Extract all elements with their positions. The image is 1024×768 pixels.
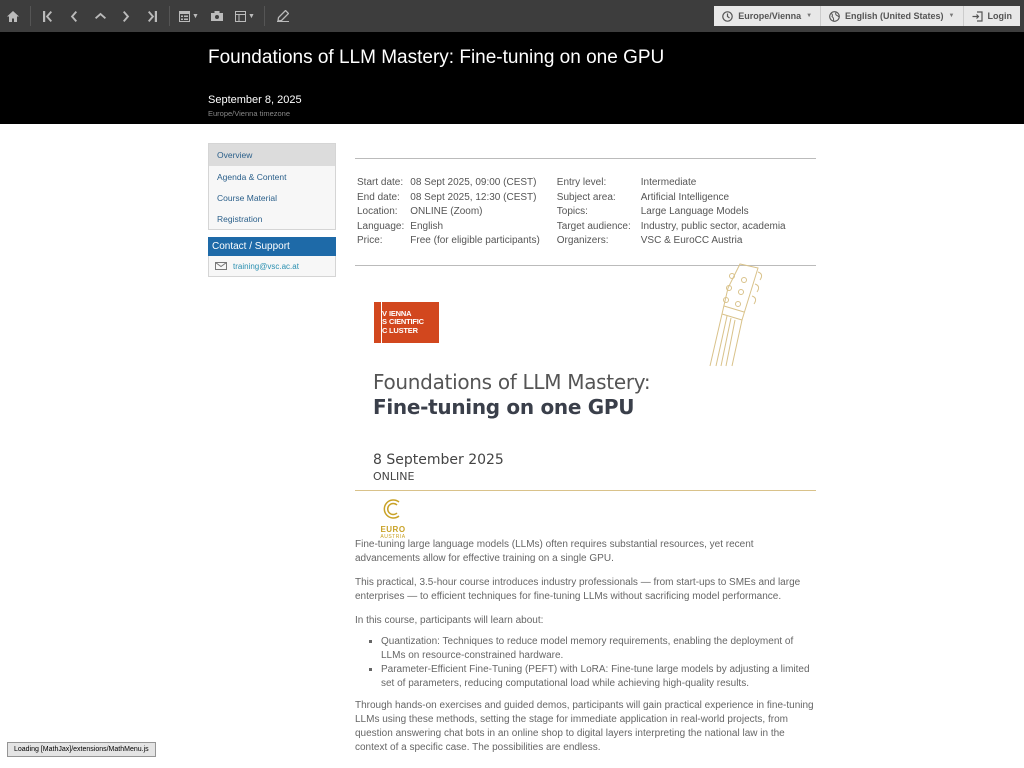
detail-value: Artificial Intelligence [640, 191, 730, 203]
detail-label: Start date: [357, 177, 404, 188]
detail-label: Organizers: [556, 235, 609, 246]
contact-email-link[interactable]: training@vsc.ac.at [233, 261, 299, 271]
chevron-down-icon: ▼ [948, 13, 955, 19]
contact-box [208, 237, 336, 277]
globe-icon [829, 11, 840, 22]
detail-value: Industry, public sector, academia [640, 220, 786, 232]
vsc-logo-text: IENNA CIENTIFIC LUSTER [389, 308, 424, 335]
banner-date: 8 September 2025 [373, 451, 504, 468]
description-paragraph: This practical, 3.5-hour course introduces industry professionals — from start-ups to SMEs and large enterprises — to efficient techniques for fine-tuning LLMs without sacrificing model performance. [355, 576, 801, 602]
banner-gold-line [355, 490, 816, 491]
last-button[interactable] [139, 0, 165, 32]
envelope-icon [215, 262, 227, 270]
toolbar-divider [30, 6, 31, 26]
edit-button[interactable] [269, 0, 297, 32]
detail-value: 08 Sept 2025, 09:00 (CEST) [410, 177, 537, 188]
event-date: September 8, 2025 [208, 94, 302, 106]
next-button[interactable] [113, 0, 139, 32]
toolbar-divider [169, 6, 170, 26]
chevron-down-icon: ▼ [806, 13, 813, 19]
detail-label: Price: [357, 235, 383, 246]
chevron-down-icon: ▼ [248, 12, 255, 20]
previous-icon [70, 11, 78, 22]
banner-mode: ONLINE [373, 469, 415, 483]
sidebar-menu [208, 143, 336, 230]
details-left [357, 176, 540, 249]
course-banner-image [355, 266, 816, 540]
login-label: Login [987, 11, 1012, 21]
export-icon [211, 11, 223, 21]
toolbar-right-group [714, 6, 1020, 26]
login-icon [972, 11, 983, 22]
timezone-label: Europe/Vienna [738, 11, 802, 21]
detail-value: English [410, 220, 444, 232]
sidebar-item-registration[interactable]: Registration [217, 213, 263, 224]
top-toolbar [0, 0, 1024, 32]
description-paragraph: Fine-tuning large language models (LLMs) often requires substantial resources, yet recent advancements allow for effective training on a single GPU. [355, 538, 754, 564]
previous-button[interactable] [61, 0, 87, 32]
contact-heading: Contact / Support [208, 237, 336, 256]
page-title: Foundations of LLM Mastery: Fine-tuning on one GPU [208, 47, 665, 68]
detail-label: Topics: [556, 206, 588, 217]
main-content [355, 158, 816, 765]
home-icon [7, 11, 19, 22]
chevron-down-icon: ▼ [192, 12, 199, 20]
detail-value: Large Language Models [640, 206, 749, 217]
first-button[interactable] [35, 0, 61, 32]
calendar-view-button[interactable] [174, 0, 204, 32]
export-button[interactable] [204, 0, 230, 32]
detail-label: End date: [357, 191, 400, 203]
home-button[interactable] [0, 0, 26, 32]
detail-label: Entry level: [556, 177, 607, 188]
timezone-selector[interactable] [714, 6, 821, 26]
language-label: English (United States) [845, 11, 944, 21]
event-details [355, 159, 816, 265]
list-item: ▪ Quantization: Techniques to reduce model memory requirements, enabling the deployment of LLMs on resource-constrained hardware. [381, 635, 816, 663]
detail-value: ONLINE (Zoom) [410, 206, 483, 217]
up-icon [95, 12, 106, 20]
event-header [0, 32, 1024, 124]
detail-value: Intermediate [640, 177, 697, 188]
layout-button[interactable] [230, 0, 260, 32]
detail-label: Location: [357, 206, 398, 217]
sidebar [208, 143, 336, 277]
login-button[interactable] [964, 6, 1021, 26]
detail-label: Target audience: [556, 220, 631, 232]
learning-topics-list [381, 635, 816, 691]
detail-value: VSC & EuroCC Austria [640, 235, 743, 246]
timezone-note: Europe/Vienna timezone [208, 109, 291, 118]
up-button[interactable] [87, 0, 113, 32]
detail-value: 08 Sept 2025, 12:30 (CEST) [410, 191, 537, 203]
vsc-logo-initials: V S C [382, 308, 388, 335]
vsc-logo [374, 302, 439, 343]
sidebar-item-overview[interactable]: Overview [209, 144, 335, 166]
banner-title-line1: Foundations of LLM Mastery: [373, 369, 651, 394]
sidebar-item-course-material[interactable]: Course Material [217, 192, 277, 203]
vsc-logo-bar [381, 302, 382, 343]
last-icon [147, 11, 157, 22]
toolbar-divider [264, 6, 265, 26]
edit-icon [277, 10, 289, 22]
details-right [557, 176, 786, 249]
language-selector[interactable] [821, 6, 963, 26]
detail-label: Language: [357, 220, 405, 232]
calendar-view-icon [179, 11, 190, 22]
first-icon [43, 11, 53, 22]
description-paragraph: In this course, participants will learn about: [355, 614, 544, 626]
eurocc-austria-logo: EURO AUSTRIA [373, 498, 413, 540]
clock-icon [722, 11, 733, 22]
contact-body [208, 256, 336, 277]
layout-icon [235, 11, 246, 22]
guitar-headstock-icon [700, 260, 770, 370]
mathjax-loading-status: Loading [MathJax]/extensions/MathMenu.js [7, 742, 156, 757]
detail-label: Subject area: [556, 191, 616, 203]
next-icon [122, 11, 130, 22]
eurocc-c-icon [381, 498, 405, 520]
course-description [355, 538, 816, 755]
list-item: ▪ Parameter-Efficient Fine-Tuning (PEFT) with LoRA: Fine-tune large models by adjusting a limited set of parameters, reducing computational load while achieving high-quality results. [381, 663, 816, 691]
sidebar-item-agenda[interactable]: Agenda & Content [217, 171, 287, 182]
banner-title-line2: Fine-tuning on one GPU [373, 394, 635, 419]
detail-value: Free (for eligible participants) [410, 235, 540, 246]
description-paragraph: Through hands-on exercises and guided demos, participants will gain practical experience in fine-tuning LLMs using these methods, setting the stage for immediate application in real-world projects, from question answering chat bots in an online shop to digital layers interpreting the national law in the context of a specific case. The possibilities are endless. [355, 699, 814, 753]
